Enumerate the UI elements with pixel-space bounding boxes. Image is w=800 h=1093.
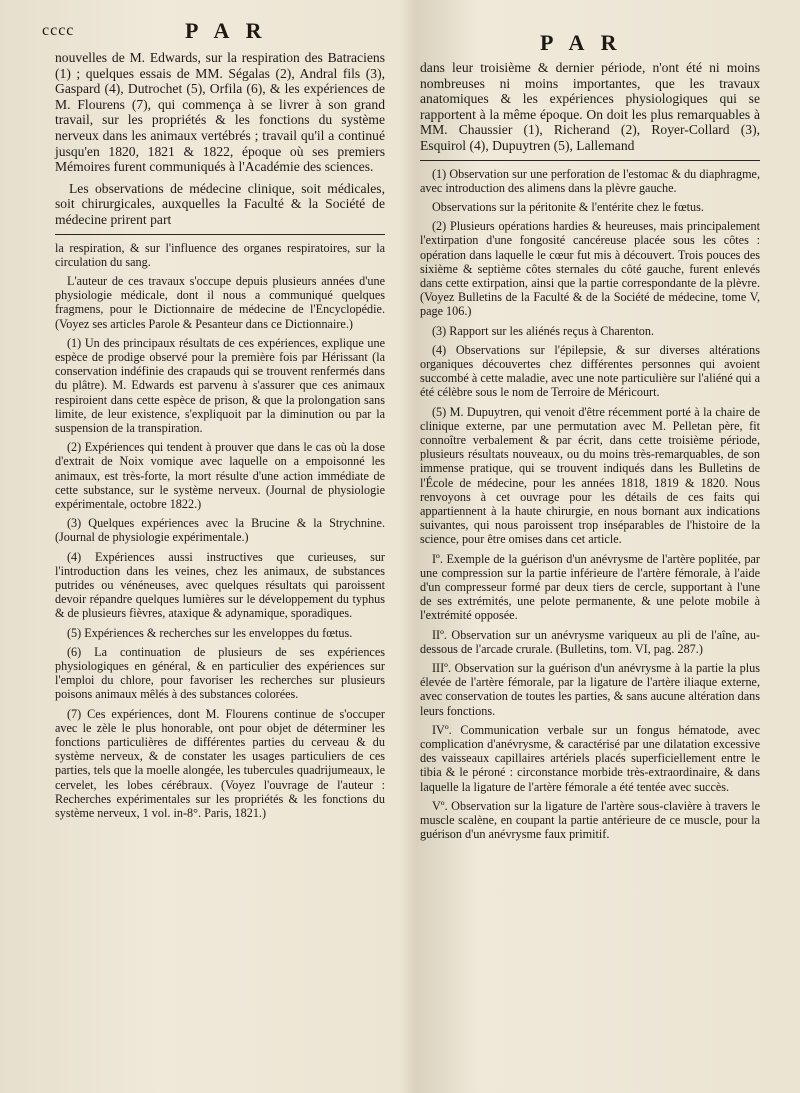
footnote-2: (2) Plusieurs opérations hardies & heureuses, mais principalement l'extirpation d'une fongosité cancéreuse placée sous les côtes : opération dans laquelle le cœur fut mis à découvert. Trois pouces des sixième & septième côtes sternales du côté gauche, furent enlevés dans cette extirpation, ainsi que la partie correspondante de la plèvre. (Voyez Bulletins de la Faculté & de la Société de médecine, tome V, page 106.): [420, 219, 760, 319]
running-head-left: P A R: [185, 18, 268, 43]
running-head-right: P A R: [540, 30, 623, 55]
footnote-5: (5) Expériences & recherches sur les enveloppes du fœtus.: [67, 625, 353, 640]
footnote-2: (2) Expériences qui tendent à prouver que dans le cas où la dose d'extrait de Noix vomique avec laquelle on a empoisonné les animaux, est très-forte, la mort résulte d'une action immédiate de cette substance, sur le système nerveux. (Journal de physiologie expérimentale, octobre 1822.): [55, 440, 385, 511]
footnote-rule: [55, 234, 385, 235]
body-paragraph: Les observations de médecine clinique, soit médicales, soit chirurgicales, auxquelles la Faculté & la Société de médecine prirent part: [55, 180, 385, 227]
list-item-2: IIº. Observation sur un anévrysme variqueux au pli de l'aîne, au-dessous de l'arcade crurale. (Bulletins, tom. VI, pag. 287.): [420, 627, 760, 656]
list-item-4: IVº. Communication verbale sur un fongus hématode, avec complication d'anévrysme, & caractérisé par une dilatation excessive des vaisseaux capillaires artériels placés superficiellement entre le tibia & le péroné : circonstance morbide très-extraordinaire, & dans laquelle la ligature de l'artère fémorale a été tentée avec succès.: [420, 722, 760, 794]
body-paragraph: dans leur troisième & dernier période, n'ont été ni moins nombreuses ni moins importantes, que les travaux anatomiques & les expériences physiologiques qui se rapportent à la même époque. On doit les plus remarquables à MM. Chaussier (1), Richerand (2), Royer-Collard (3), Esquirol (4), Dupuytren (5), Lallemand: [420, 60, 760, 153]
footnote-1: (1) Un des principaux résultats de ces expériences, explique une espèce de prodige observé pour la première fois par Hérissant (la conservation indéfinie des crapauds qui se trouvent renfermés dans du plâtre). M. Edwards est parvenu à s'assurer que ces animaux respiroient dans cette espèce de prison, & que la prolongation sans limite, de leur existence, s'expliquoit par la diminution ou par la suspension de la transpiration.: [55, 335, 385, 435]
footnote-3: (3) Rapport sur les aliénés reçus à Charenton.: [432, 323, 655, 338]
footnote-5: (5) M. Dupuytren, qui venoit d'être récemment porté à la chaire de clinique externe, par une permutation avec M. Pelletan père, fit connoître verbalement & par écrit, dans cette troisième période, plusieurs résultats nouveaux, ou du moins très-remarquables, de son immense pratique, qui se trouvent indiqués dans les Bulletins de l'École de médecine, pour les années 1818, 1819 & 1820. Nous renvoyons à cet ouvrage pour les détails de ces faits qui appartiennent à la haute chirurgie, en nous bornant aux indications suivantes, qui nous paroissent trop inséparables de l'histoire de la science, pour être omises dans cet article.: [420, 404, 760, 547]
left-column: [55, 50, 385, 825]
footnote-continuation: la respiration, & sur l'influence des organes respiratoires, sur la circulation du sang.: [55, 240, 385, 269]
page-number: cccc: [42, 22, 75, 39]
list-item-5: Vº. Observation sur la ligature de l'artère sous-clavière à travers le muscle scalène, en coupant la partie antérieure de ce muscle, pour la guérison d'un anévrysme faux primitif.: [420, 798, 760, 842]
footnote-6: (6) La continuation de plusieurs de ses expériences physiologiques en général, & en particulier des expériences sur l'emploi du chlore, pour favoriser les recherches sur plusieurs poisons animaux mêlés à des substances colorées.: [55, 644, 385, 702]
footnote-4: (4) Expériences aussi instructives que curieuses, sur l'introduction dans les veines, chez les animaux, de substances putrides ou vénéneuses, avec quelques résultats qui paroissent devoir répandre quelques lumières sur le développement du typhus & de plusieurs fièvres, ataxique & adynamique, sporadiques.: [55, 549, 385, 621]
footnote-rule: [420, 160, 760, 161]
footnote: L'auteur de ces travaux s'occupe depuis plusieurs années d'une physiologie médicale, dont il nous a communiqué quelques fragmens, pour le Dictionnaire de médecine de l'Encyclopédie. (Voyez ses articles Parole & Pesanteur dans ce Dictionnaire.): [55, 273, 385, 331]
footnote-1: (1) Observation sur une perforation de l'estomac & du diaphragme, avec introduction des alimens dans la plèvre gauche.: [420, 166, 760, 195]
right-column: [420, 60, 760, 847]
footnote-7: (7) Ces expériences, dont M. Flourens continue de s'occuper avec le zèle le plus honorable, ont pour objet de déterminer les fonctions particulières de différentes parties du cerveau & du système nerveux, & de constater les usages particuliers de ces parties, tels que la moelle alongée, les tubercules quadrijumeaux, le cervelet, les lobes cérébraux. (Voyez l'ouvrage de l'auteur : Recherches expérimentales sur les propriétés & les fonctions du système nerveux, 1 vol. in-8°. Paris, 1821.): [55, 706, 385, 821]
list-item-1: Iº. Exemple de la guérison d'un anévrysme de l'artère poplitée, par une compression sur la partie inférieure de l'artère fémorale, à l'aide d'un compresseur formé par deux tiers de cercle, supportant à l'une de ses extrémités, une pelote permanente, & une pelote mobile à l'extrémité opposée.: [420, 551, 760, 623]
footnote-4: (4) Observations sur l'épilepsie, & sur diverses altérations organiques découvertes chez différentes personnes qui avoient succombé à cette maladie, avec une note particulière sur l'aliéné qui a été célèbre sous le nom de Terroire de Méricourt.: [420, 342, 760, 400]
body-paragraph: nouvelles de M. Edwards, sur la respiration des Batraciens (1) ; quelques essais de MM. Ségalas (2), Andral fils (3), Gaspard (4), Dutrochet (5), Orfila (6), & les expériences de M. Flourens (7), qui commença à se livrer à son grand travail, sur les propriétés & les fonctions du système nerveux dans les animaux vertébrés ; travail qu'il a continué jusqu'en 1820, 1821 & 1822, époque où ses premiers Mémoires furent communiqués à l'Académie des sciences.: [55, 50, 385, 175]
list-item-3: IIIº. Observation sur la guérison d'un anévrysme à la partie la plus élevée de l'artère fémorale, par la ligature de l'artère iliaque externe, avec conservation de toutes les parties, & sans aucune altération dans leurs fonctions.: [420, 661, 760, 718]
footnote-3: (3) Quelques expériences avec la Brucine & la Strychnine. (Journal de physiologie expérimentale.): [55, 516, 385, 545]
footnote: Observations sur la péritonite & l'entérite chez le fœtus.: [432, 199, 704, 214]
